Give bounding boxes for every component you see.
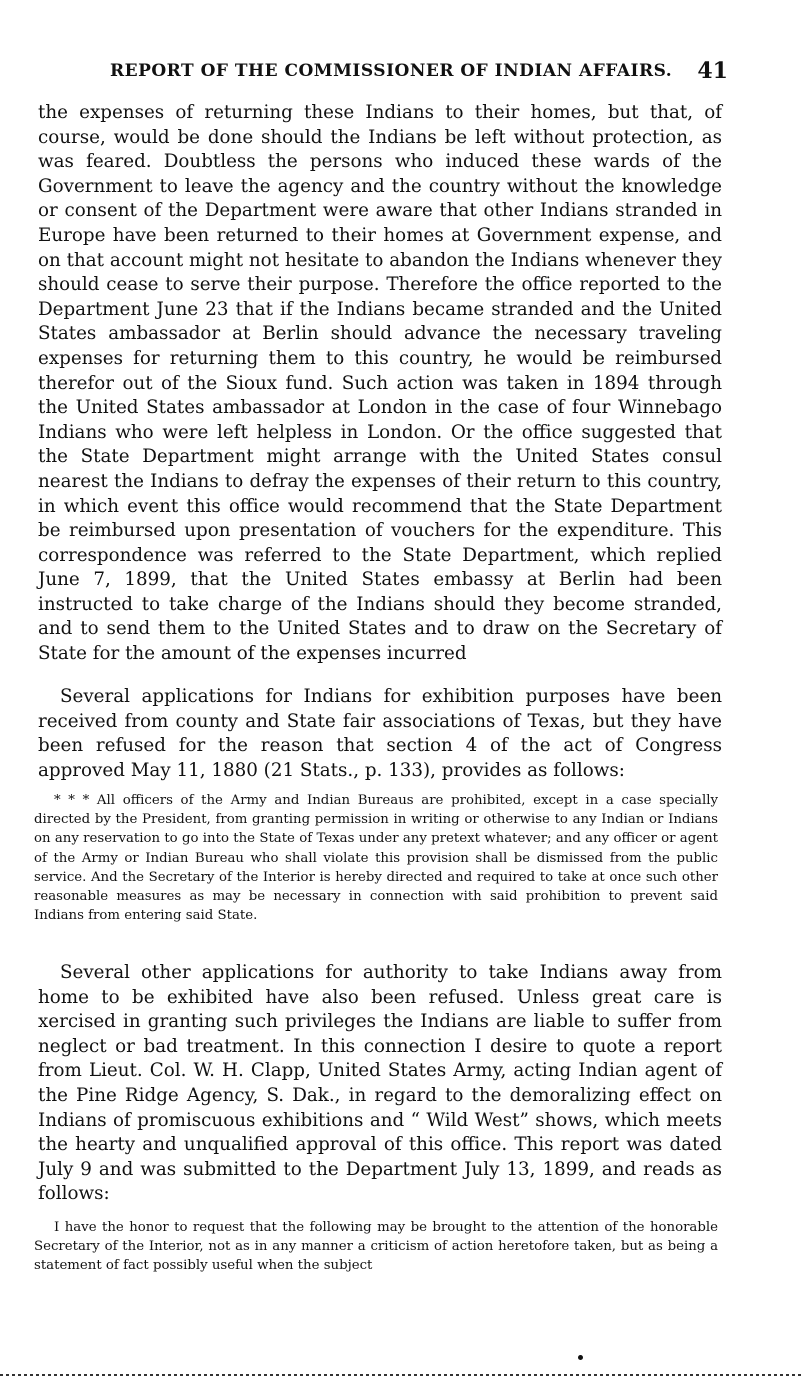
paragraph-other-applications-block <box>38 961 722 1207</box>
statute-quote: * * * All officers of the Army and Indian Bureaus are prohibited, except in a case specially directed by the President, from granting permission in writing or otherwise to any Indian or Indians on any reservation to go into the State of Texas under any pretext whatever; and any officer or agent of the Army or Indian Bureau who shall violate this provision shall be dismissed from the public service. And the Secretary of the Interior is hereby directed and required to take at once such other reasonable measures as may be necessary in connection with said prohibition to prevent said Indians from entering said State. <box>34 793 718 924</box>
paragraph-continued <box>38 101 722 667</box>
paragraph-3: Several other applications for authority to take Indians away from home to be exhibited have also been refused. Unless great care is xercised in granting such privileges the Indians are liable to suffer from neglect or bad treatment. In this connection I desire to quote a report from Lieut. Col. W. H. Clapp, United States Army, acting Indian agent of the Pine Ridge Agency, S. Dak., in regard to the demoralizing effect on Indians of promiscuous exhibitions and “ Wild West” shows, which meets the hearty and unqualified approval of this office. This report was dated July 9 and was submitted to the Department July 13, 1899, and reads as follows: <box>38 962 722 1205</box>
statute-extract <box>34 791 718 925</box>
paragraph-1: the expenses of returning these Indians to their homes, but that, of course, would be done should the Indians be left without protection, as was feared. Doubtless the persons who induced these wards of the Government to leave the agency and the country without the knowledge or consent of the Department were aware that other Indians stranded in Europe have been returned to their homes at Government expense, and on that account might not hesitate to abandon the Indians whenever they should cease to serve their purpose. Therefore the office reported to the Department June 23 that if the Indians became stranded and the United States ambassador at Berlin should advance the necessary traveling expenses for returning them to this country, he would be reimbursed therefor out of the Sioux fund. Such action was taken in 1894 through the United States ambassador at London in the case of four Winnebago Indians who were left helpless in London. Or the office suggested that the State Department might arrange with the United States consul nearest the Indians to defray the expenses of their return to this country, in which event this office would recommend that the State Department be reimbursed upon presentation of vouchers for the expenditure. This correspondence was referred to the State Department, which replied June 7, 1899, that the United States embassy at Berlin had been instructed to take charge of the Indians should they become stranded, and to send them to the United States and to draw on the Secretary of State for the amount of the expenses incurred <box>38 102 722 665</box>
header-title: REPORT OF THE COMMISSIONER OF INDIAN AFFAIRS. <box>110 61 673 81</box>
running-header <box>38 58 728 88</box>
page-mark <box>578 1355 583 1360</box>
paragraph-applications-block <box>38 685 722 783</box>
report-quote: I have the honor to request that the following may be brought to the attention of the honorable Secretary of the Interior, not as in any manner a criticism of action heretofore taken, but as being a statement of fact possibly useful when the subject <box>34 1220 718 1274</box>
page-number: 41 <box>697 58 728 84</box>
bottom-edge-rule <box>0 1374 802 1376</box>
paragraph-2: Several applications for Indians for exhibition purposes have been received from county and State fair associations of Texas, but they have been refused for the reason that section 4 of the act of Congress approved May 11, 1880 (21 Stats., p. 133), provides as follows: <box>38 686 722 781</box>
report-extract <box>34 1218 718 1276</box>
